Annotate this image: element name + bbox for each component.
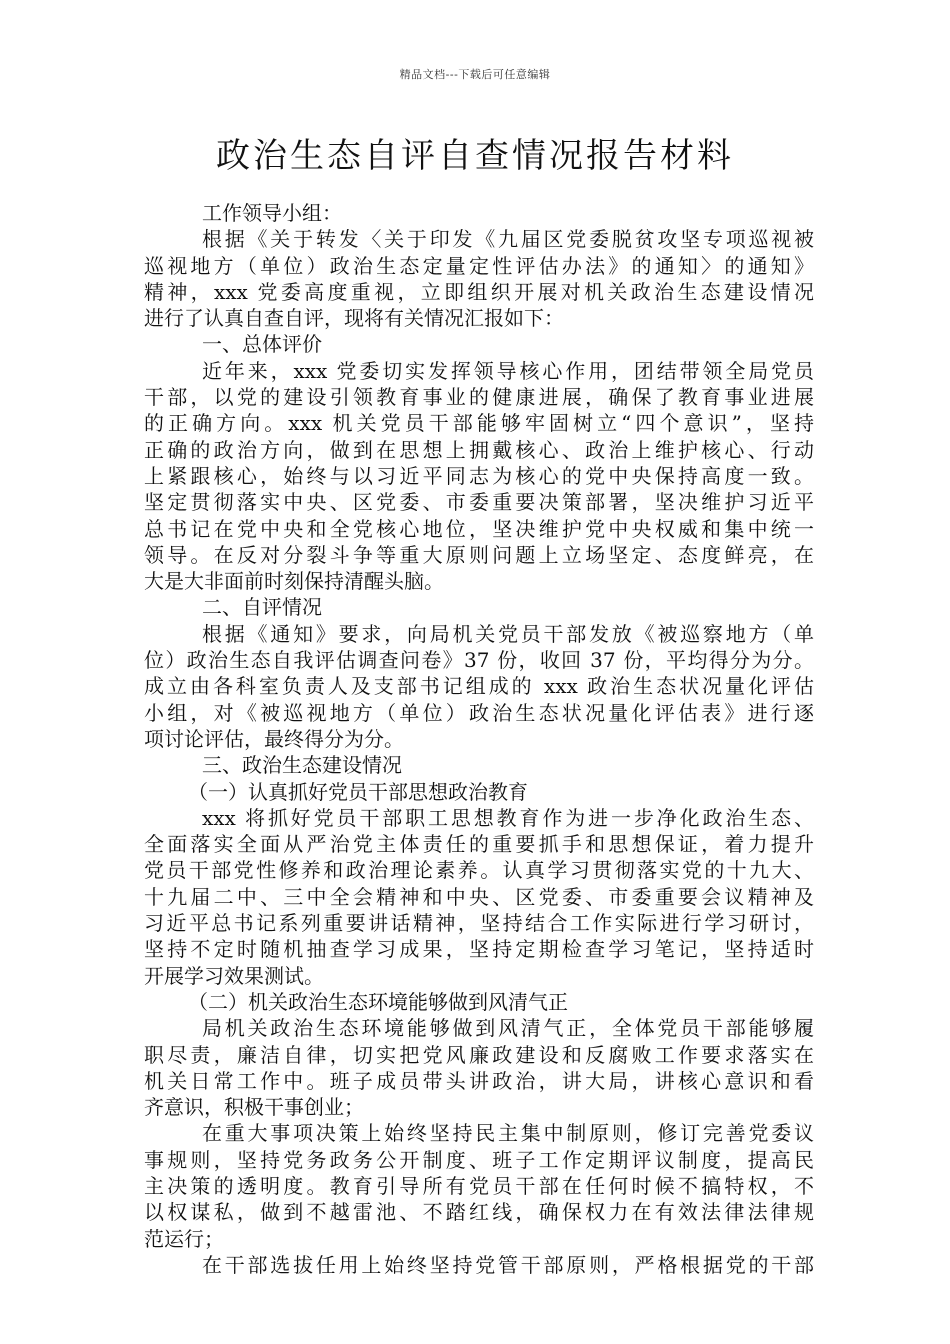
page-title: 政治生态自评自查情况报告材料	[216, 136, 734, 176]
paragraph-line: 主决策的透明度。教育引导所有党员干部在任何时候不搞特权，不	[144, 1173, 814, 1198]
paragraph-line: 大是大非面前时刻保持清醒头脑。	[144, 569, 444, 594]
section-heading: 二、自评情况	[202, 595, 322, 620]
paragraph-line: 机关日常工作中。班子成员带头讲政治，讲大局，讲核心意识和看	[144, 1068, 814, 1093]
paragraph-line: 总书记在党中央和全党核心地位，坚决维护党中央权威和集中统一	[144, 516, 814, 541]
subsection-heading: （一）认真抓好党员干部思想政治教育	[188, 779, 528, 804]
paragraph-line: 根据《关于转发〈关于印发《九届区党委脱贫攻坚专项巡视被	[202, 227, 814, 252]
paragraph-line: 十九届二中、三中全会精神和中央、区党委、市委重要会议精神及	[144, 884, 814, 909]
paragraph-line: 在重大事项决策上始终坚持民主集中制原则，修订完善党委议	[202, 1121, 814, 1146]
paragraph-line: 干部，以党的建设引领教育事业的健康进展，确保了教育事业进展	[144, 385, 814, 410]
paragraph-line: 范运行；	[144, 1226, 224, 1251]
paragraph-line: 局机关政治生态环境能够做到风清气正，全体党员干部能够履	[202, 1016, 814, 1041]
paragraph-line: 进行了认真自查自评，现将有关情况汇报如下：	[144, 306, 564, 331]
document-body	[144, 200, 814, 1278]
paragraph-line: 位）政治生态自我评估调查问卷》37 份，收回 37 份，平均得分为分。	[144, 648, 814, 673]
paragraph-line: 小组，对《被巡视地方（单位）政治生态状况量化评估表》进行逐	[144, 700, 814, 725]
paragraph-line: 上紧跟核心，始终与以习近平同志为核心的党中央保持高度一致。	[144, 463, 814, 488]
paragraph-line: 党员干部党性修养和政治理论素养。认真学习贯彻落实党的十九大、	[144, 858, 814, 883]
paragraph-line: 工作领导小组：	[202, 201, 342, 225]
paragraph-line: 精神，xxx 党委高度重视，立即组织开展对机关政治生态建设情况	[144, 279, 814, 304]
paragraph-line: 坚持不定时随机抽查学习成果，坚持定期检查学习笔记，坚持适时	[144, 937, 814, 962]
subsection-heading: （二）机关政治生态环境能够做到风清气正	[188, 989, 568, 1014]
section-heading: 三、政治生态建设情况	[202, 753, 402, 778]
paragraph-line: 以权谋私，做到不越雷池、不踏红线，确保权力在有效法律法律规	[144, 1200, 814, 1225]
paragraph-line: 近年来，xxx 党委切实发挥领导核心作用，团结带领全局党员	[202, 358, 814, 383]
paragraph-line: 习近平总书记系列重要讲话精神，坚持结合工作实际进行学习研讨，	[144, 911, 814, 936]
paragraph-line: 的正确方向。xxx 机关党员干部能够牢固树立“四个意识”，坚持	[144, 411, 814, 436]
header-note: 精品文档---下载后可任意编辑	[399, 68, 551, 81]
paragraph-line: 领导。在反对分裂斗争等重大原则问题上立场坚定、态度鲜亮，在	[144, 542, 814, 567]
paragraph-line: 事规则，坚持党务政务公开制度、班子工作定期评议制度，提高民	[144, 1147, 814, 1172]
paragraph-line: 根据《通知》要求，向局机关党员干部发放《被巡察地方（单	[202, 621, 814, 646]
paragraph-line: 开展学习效果测试。	[144, 963, 324, 988]
paragraph-line: 正确的政治方向，做到在思想上拥戴核心、政治上维护核心、行动	[144, 437, 814, 462]
paragraph-line: 项讨论评估，最终得分为分。	[144, 726, 404, 751]
paragraph-line: 全面落实全面从严治党主体责任的重要抓手和思想保证，着力提升	[144, 832, 814, 857]
paragraph-line: 在干部选拔任用上始终坚持党管干部原则，严格根据党的干部	[202, 1252, 814, 1277]
paragraph-line: 巡视地方（单位）政治生态定量定性评估办法》的通知〉的通知》	[144, 253, 814, 278]
section-heading: 一、总体评价	[202, 332, 322, 357]
paragraph-line: 职尽责，廉洁自律，切实把党风廉政建设和反腐败工作要求落实在	[144, 1042, 814, 1067]
paragraph-line: 坚定贯彻落实中央、区党委、市委重要决策部署，坚决维护习近平	[144, 490, 814, 515]
paragraph-line: 成立由各科室负责人及支部书记组成的 xxx 政治生态状况量化评估	[144, 674, 814, 699]
paragraph-line: 齐意识，积极干事创业；	[144, 1095, 364, 1120]
paragraph-line: xxx 将抓好党员干部职工思想教育作为进一步净化政治生态、	[202, 805, 814, 830]
